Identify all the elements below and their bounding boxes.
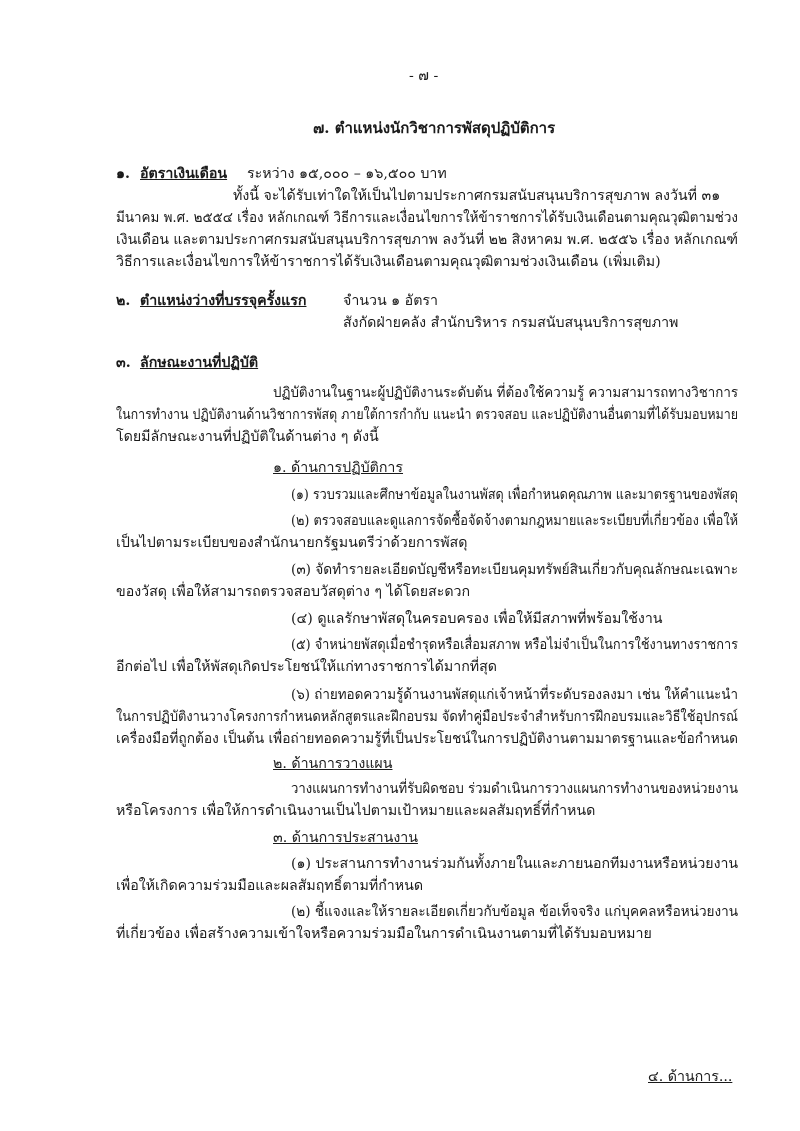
section2-heading: ตำแหน่งว่างที่บรรจุครั้งแรก bbox=[140, 293, 307, 309]
salary-range: ระหว่าง ๑๕,๐๐๐ – ๑๖,๕๐๐ บาท bbox=[247, 166, 447, 182]
sub2-line: วางแผนการทำงานที่รับผิดชอบ ร่วมดำเนินการวางแผนการทำงานของหน่วยงาน bbox=[291, 781, 739, 797]
sub3-title: ๓. ด้านการประสานงาน bbox=[273, 830, 418, 846]
sub1-line: เครื่องมือที่ถูกต้อง เป็นต้น เพื่อถ่ายทอดความรู้ที่เป็นประโยชน์ในการปฏิบัติงานตามมาตรฐานและข้อกำหนด bbox=[116, 731, 738, 747]
continuation-marker: ๔. ด้านการ... bbox=[648, 1069, 733, 1085]
sub2-title: ๒. ด้านการวางแผน bbox=[273, 756, 393, 772]
sub1-line: เป็นไปตามระเบียบของสำนักนายกรัฐมนตรีว่าด้วยการพัสดุ bbox=[116, 535, 468, 551]
sub1-line: อีกต่อไป เพื่อให้พัสดุเกิดประโยชน์ให้แก่ทางราชการได้มากที่สุด bbox=[116, 659, 498, 675]
section3-intro-line: โดยมีลักษณะงานที่ปฏิบัติในด้านต่าง ๆ ดังนี้ bbox=[116, 429, 379, 445]
vacancy-count: จำนวน ๑ อัตรา bbox=[343, 293, 438, 309]
sub1-line: (๔) ดูแลรักษาพัสดุในครอบครอง เพื่อให้มีสภาพที่พร้อมใช้งาน bbox=[291, 611, 663, 627]
sub1-line: ของวัสดุ เพื่อให้สามารถตรวจสอบวัสดุต่าง ๆ ได้โดยสะดวก bbox=[116, 584, 471, 600]
section1-line: วิธีการและเงื่อนไขการให้ข้าราชการได้รับเงินเดือนตามคุณวุฒิตามช่วงเงินเดือน (เพิ่มเติม) bbox=[116, 254, 661, 270]
sub1-line: (๕) จำหน่ายพัสดุเมื่อชำรุดหรือเสื่อมสภาพ หรือไม่จำเป็นในการใช้งานทางราชการ bbox=[291, 637, 738, 653]
sub2-line: หรือโครงการ เพื่อให้การดำเนินงานเป็นไปตามเป้าหมายและผลสัมฤทธิ์ที่กำหนด bbox=[116, 803, 596, 819]
section3-intro-line: ปฏิบัติงานในฐานะผู้ปฏิบัติงานระดับต้น ที่ต้องใช้ความรู้ ความสามารถทางวิชาการ bbox=[273, 385, 739, 401]
section3-intro-line: ในการทำงาน ปฏิบัติงานด้านวิชาการพัสดุ ภายใต้การกำกับ แนะนำ ตรวจสอบ และปฏิบัติงานอื่นตามที่ได้รับมอบหมาย bbox=[116, 407, 739, 423]
sub3-line: (๒) ชี้แจงและให้รายละเอียดเกี่ยวกับข้อมูล ข้อเท็จจริง แก่บุคคลหรือหน่วยงาน bbox=[291, 904, 739, 920]
sub1-line: ในการปฏิบัติงานวางโครงการกำหนดหลักสูตรและฝึกอบรม จัดทำคู่มือประจำสำหรับการฝึกอบรมและวิธีใช้อุปกรณ์ bbox=[116, 709, 738, 725]
sub1-title: ๑. ด้านการปฏิบัติการ bbox=[273, 460, 404, 476]
section3-heading: ลักษณะงานที่ปฏิบัติ bbox=[140, 355, 259, 371]
page-number: - ๗ - bbox=[409, 68, 439, 84]
section1-line: ทั้งนี้ จะได้รับเท่าใดให้เป็นไปตามประกาศกรมสนับสนุนบริการสุขภาพ ลงวันที่ ๓๑ bbox=[233, 188, 721, 204]
sub1-line: (๑) รวบรวมและศึกษาข้อมูลในงานพัสดุ เพื่อกำหนดคุณภาพ และมาตรฐานของพัสดุ bbox=[291, 487, 738, 503]
sub1-line: (๓) จัดทำรายละเอียดบัญชีหรือทะเบียนคุมทรัพย์สินเกี่ยวกับคุณลักษณะเฉพาะ bbox=[291, 562, 739, 578]
section1-heading: อัตราเงินเดือน bbox=[140, 166, 228, 182]
document-title: ๗. ตำแหน่งนักวิชาการพัสดุปฏิบัติการ bbox=[313, 119, 556, 137]
sub3-line: เพื่อให้เกิดความร่วมมือและผลสัมฤทธิ์ตามที่กำหนด bbox=[116, 878, 424, 894]
section1-line: มีนาคม พ.ศ. ๒๕๕๔ เรื่อง หลักเกณฑ์ วิธีการและเงื่อนไขการให้ข้าราชการได้รับเงินเดือนตามคุณวุฒิตามช่วง bbox=[116, 210, 738, 226]
affiliation: สังกัดฝ่ายคลัง สำนักบริหาร กรมสนับสนุนบริการสุขภาพ bbox=[343, 315, 679, 331]
sub3-line: (๑) ประสานการทำงานร่วมกันทั้งภายในและภายนอกทีมงานหรือหน่วยงาน bbox=[291, 856, 739, 872]
sub1-line: (๖) ถ่ายทอดความรู้ด้านงานพัสดุแก่เจ้าหน้าที่ระดับรองลงมา เช่น ให้คำแนะนำ bbox=[291, 687, 738, 703]
section3-number: ๓. bbox=[116, 355, 131, 371]
section1-number: ๑. bbox=[116, 166, 130, 182]
sub3-line: ที่เกี่ยวข้อง เพื่อสร้างความเข้าใจหรือความร่วมมือในการดำเนินงานตามที่ได้รับมอบหมาย bbox=[116, 926, 652, 942]
section1-line: เงินเดือน และตามประกาศกรมสนับสนุนบริการสุขภาพ ลงวันที่ ๒๒ สิงหาคม พ.ศ. ๒๕๕๖ เรื่อง หลักเกณฑ์ bbox=[116, 232, 739, 248]
section2-number: ๒. bbox=[116, 293, 131, 309]
sub1-line: (๒) ตรวจสอบและดูแลการจัดซื้อจัดจ้างตามกฎหมายและระเบียบที่เกี่ยวข้อง เพื่อให้ bbox=[291, 513, 739, 529]
